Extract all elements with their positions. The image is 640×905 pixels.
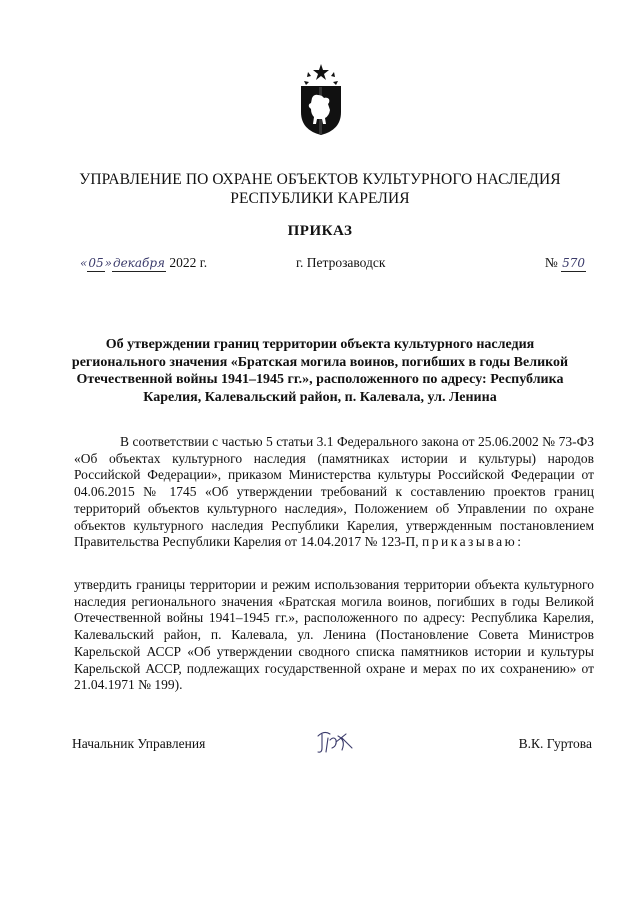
signature-block xyxy=(0,736,640,762)
organization-name xyxy=(60,170,580,208)
document-meta xyxy=(0,255,640,277)
date-open-quote: « xyxy=(80,256,88,270)
signer-name: В.К. Гуртова xyxy=(518,736,592,751)
document-city: г. Петрозаводск xyxy=(296,255,386,270)
subject-line-1: Об утверждении границ территории объекта культурного наследия xyxy=(105,337,535,352)
preamble-paragraph xyxy=(74,434,594,551)
date-close-quote: » xyxy=(104,256,112,270)
date-year: 2022 г. xyxy=(165,255,208,270)
document-number xyxy=(545,255,586,272)
signer-position: Начальник Управления xyxy=(72,736,206,751)
preamble-text: В соответствии с частью 5 статьи 3.1 Федерального закона от 25.06.2002 № 73-ФЗ «Об объектах культурного наследия (памятниках истории и культуры) народов Российской Федерации», приказом Министерства культуры Российской Федерации от 04.06.2015 № 1745 «Об утверждении требований к составлению проектов границ территорий объектов культурного наследия», Положением об Управлении по охране объектов культурного наследия Республики Карелия, утвержденным постановлением Правительства Республики Карелия от 14.04.2017 № 123-П, xyxy=(74,434,594,550)
document-type: ПРИКАЗ xyxy=(287,223,353,239)
preamble-end: : xyxy=(517,534,522,550)
date-month: декабря xyxy=(112,256,165,270)
handwritten-signature-icon xyxy=(312,726,358,758)
number-prefix: № xyxy=(544,255,562,270)
org-line-1: УПРАВЛЕНИЕ ПО ОХРАНЕ ОБЪЕКТОВ КУЛЬТУРНОГО НАСЛЕДИЯ xyxy=(79,171,561,188)
document-date xyxy=(80,255,207,272)
order-paragraph: утвердить границы территории и режим использования территории объекта культурного наследия регионального значения «Братская могила воинов, погибших в годы Великой Отечественной войны 1941–1945 гг.», расположенного по адресу: Республика Карелия, Калевальский район, п. Калевала, ул. Ленина (Постановление Совета Министров Карельской АССР «Об утверждении сводного списка памятников истории и культуры Карельской АССР, подлежащих государственной охране и мерах по их сохранению» от 21.04.1971 № 199). xyxy=(74,577,594,693)
subject-line-3: Отечественной войны 1941–1945 гг.», расположенного по адресу: Республика xyxy=(76,372,564,387)
subject-line-4: Карелия, Калевальский район, п. Калевала, ул. Ленина xyxy=(143,389,497,405)
date-day: 05 xyxy=(88,256,104,270)
karelia-coat-of-arms-icon xyxy=(298,64,344,136)
order-word: приказываю xyxy=(422,534,518,550)
org-line-2: РЕСПУБЛИКИ КАРЕЛИЯ xyxy=(230,190,410,207)
number-value: 570 xyxy=(562,256,585,270)
subject-line-2: регионального значения «Братская могила воинов, погибших в годы Великой xyxy=(71,354,569,370)
document-subject xyxy=(70,336,570,406)
